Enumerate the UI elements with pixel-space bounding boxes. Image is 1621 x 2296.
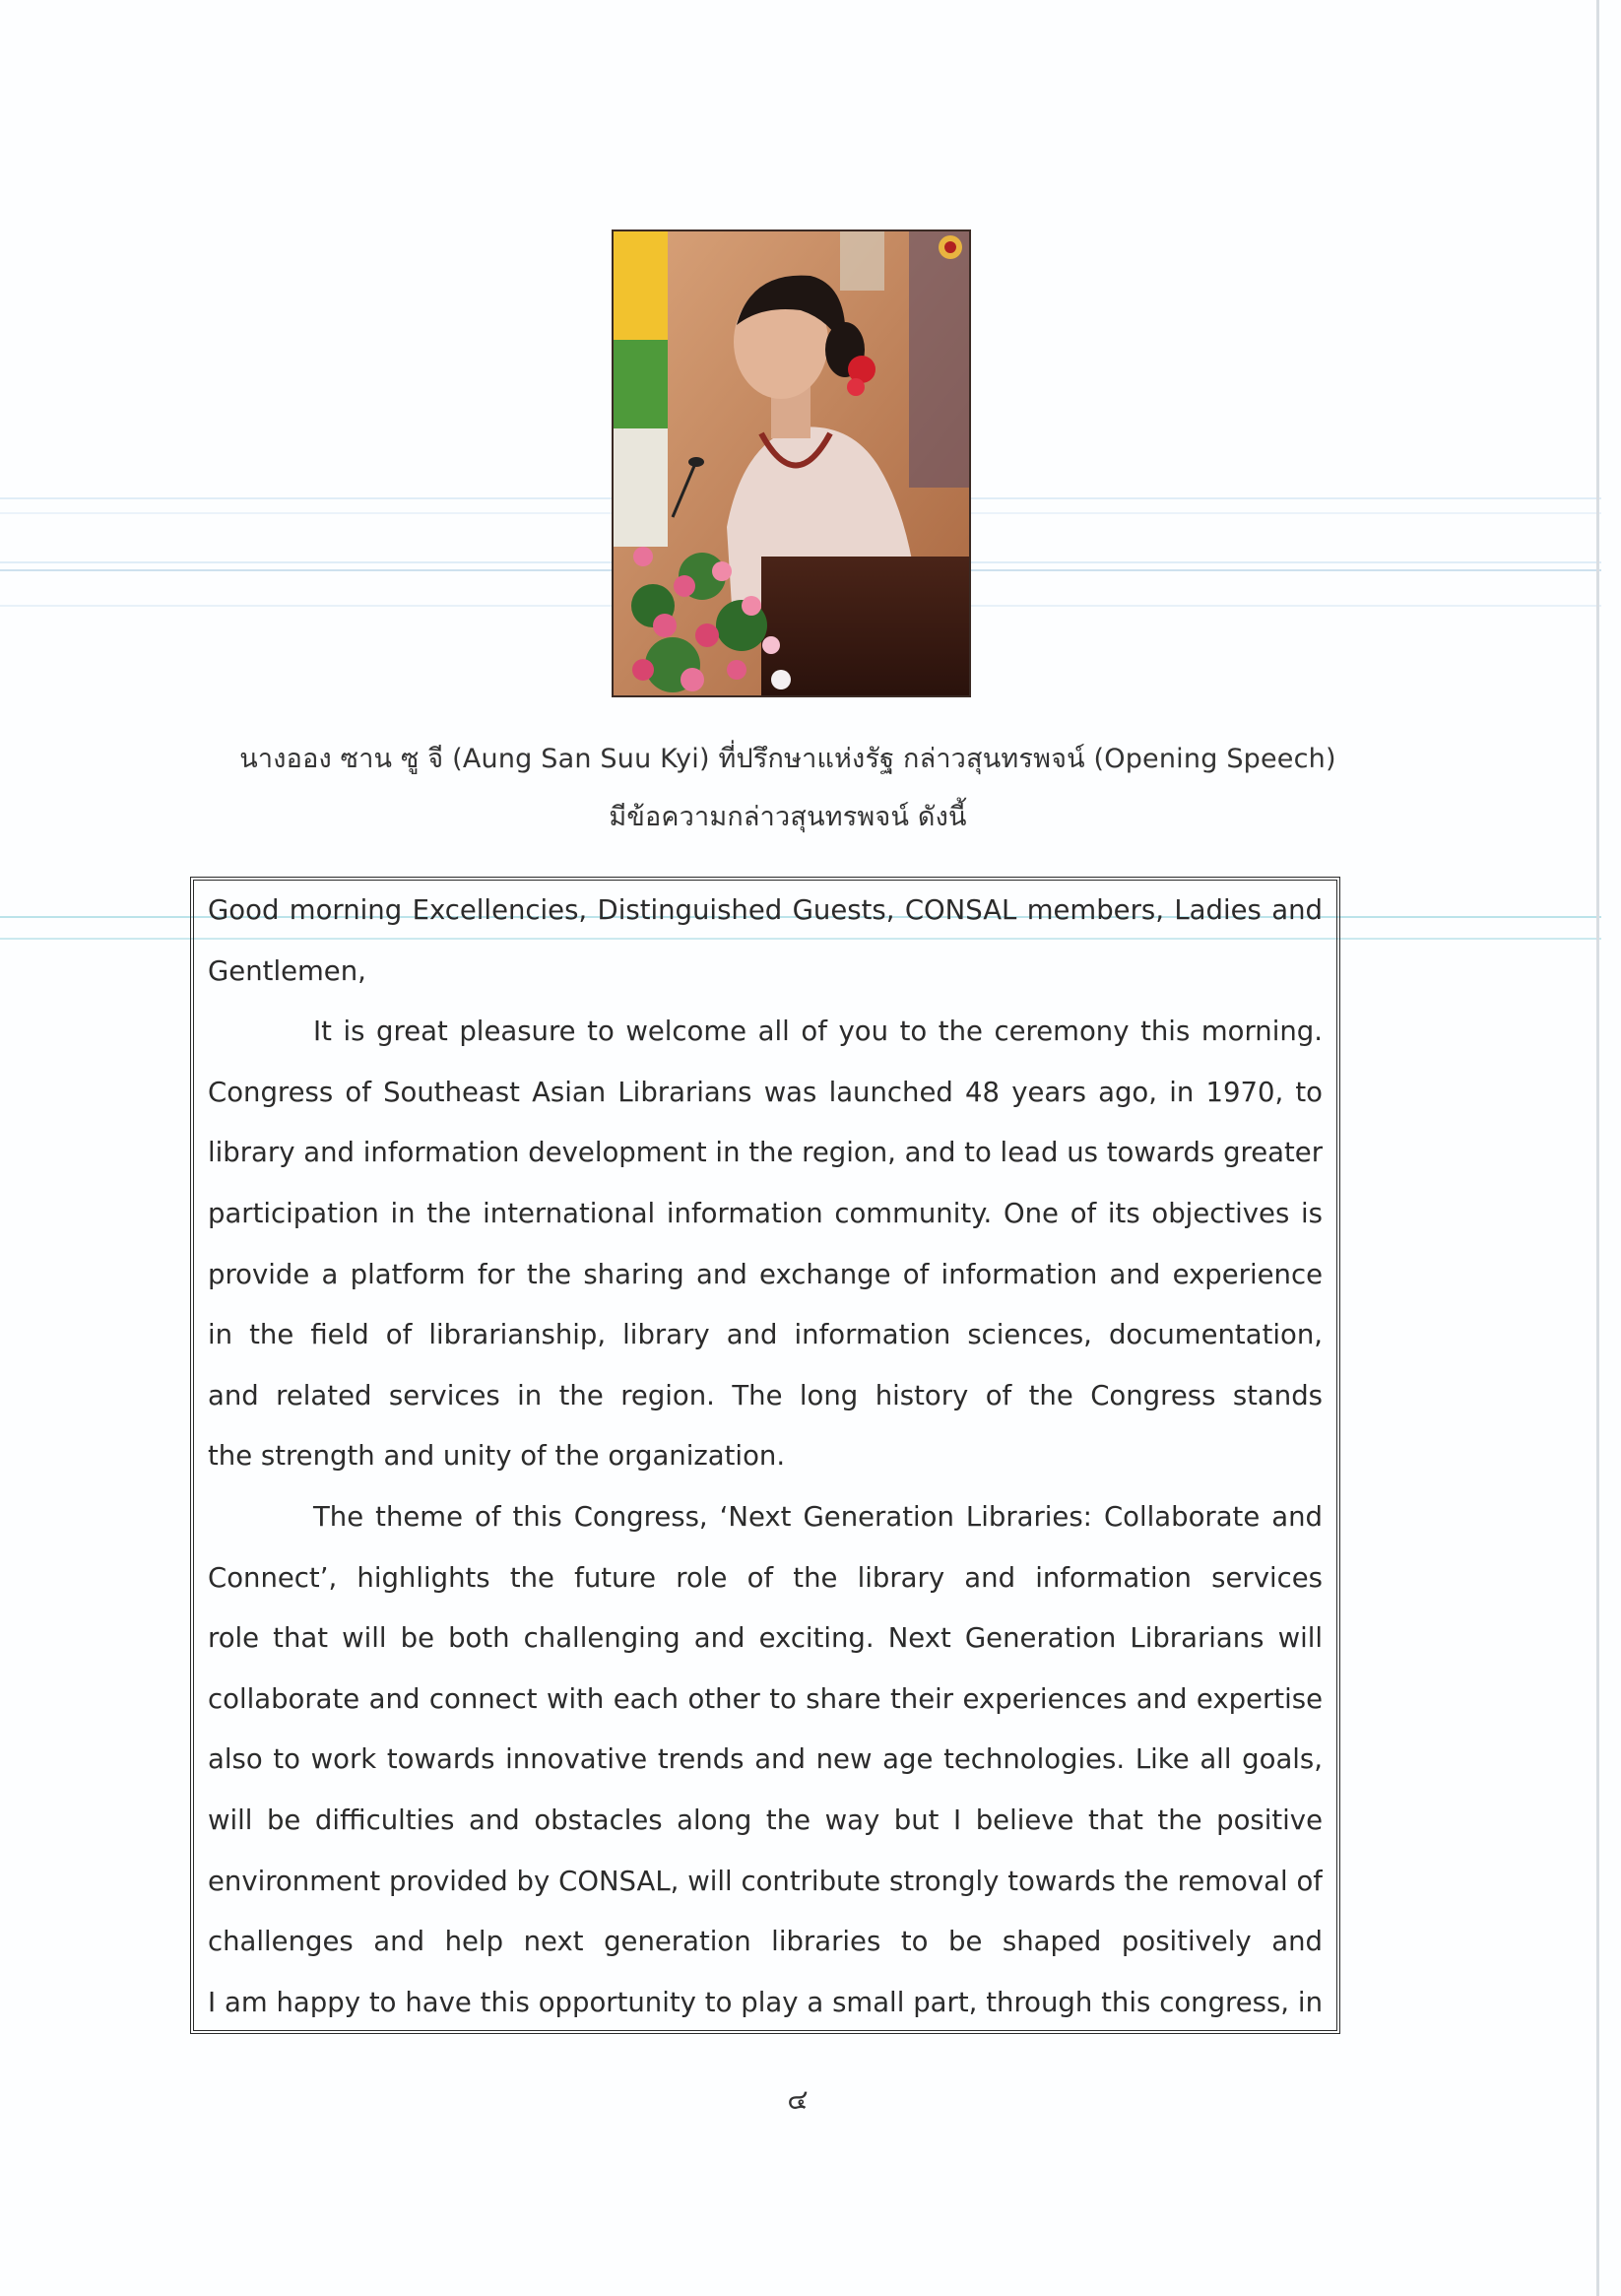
photo-caption: นางออง ซาน ซู จี (Aung San Suu Kyi) ที่ปรึกษาแห่งรัฐ กล่าวสุนทรพจน์ (Opening Speech) — [239, 744, 1336, 774]
page-number: ๔ — [787, 2083, 809, 2116]
speech-line: library and information development in the region, and to lead us towards greater — [208, 1137, 1323, 1169]
speech-line: I am happy to have this opportunity to play a small part, through this congress, in — [208, 1986, 1323, 2018]
speech-line: will be difficulties and obstacles along the way but I believe that the positive — [208, 1804, 1323, 1836]
speech-line: Good morning Excellencies, Distinguished Guests, CONSAL members, Ladies and — [208, 894, 1323, 926]
speech-line: the strength and unity of the organization. — [208, 1440, 786, 1473]
photo-caption-intro: มีข้อความกล่าวสุนทรพจน์ ดังนี้ — [609, 802, 967, 832]
speech-line: environment provided by CONSAL, will contribute strongly towards the removal of — [208, 1865, 1323, 1897]
speech-line: provide a platform for the sharing and exchange of information and experience — [208, 1258, 1323, 1290]
speech-line: The theme of this Congress, ‘Next Generation Libraries: Collaborate and — [313, 1500, 1323, 1533]
speech-line: role that will be both challenging and exciting. Next Generation Librarians will — [208, 1622, 1323, 1655]
speech-line: collaborate and connect with each other to share their experiences and expertise — [208, 1682, 1323, 1715]
speaker-photo — [612, 230, 971, 697]
speech-line: challenges and help next generation libraries to be shaped positively and — [208, 1926, 1323, 1958]
scan-page-edge — [1596, 0, 1599, 2296]
speech-line: participation in the international information community. One of its objectives is — [208, 1197, 1323, 1229]
speech-text-box — [190, 877, 1340, 2034]
speech-line: and related services in the region. The long history of the Congress stands — [208, 1379, 1323, 1411]
speech-line: also to work towards innovative trends and new age technologies. Like all goals, — [208, 1743, 1323, 1776]
speech-line: It is great pleasure to welcome all of you to the ceremony this morning. — [313, 1016, 1323, 1048]
speech-line: Connect’, highlights the future role of the library and information services — [208, 1561, 1323, 1594]
speech-line: in the field of librarianship, library and information sciences, documentation, — [208, 1319, 1323, 1351]
speech-line: Gentlemen, — [208, 954, 366, 987]
speech-line: Congress of Southeast Asian Librarians was launched 48 years ago, in 1970, to — [208, 1076, 1323, 1108]
speaker-photo-illustration — [614, 231, 969, 695]
